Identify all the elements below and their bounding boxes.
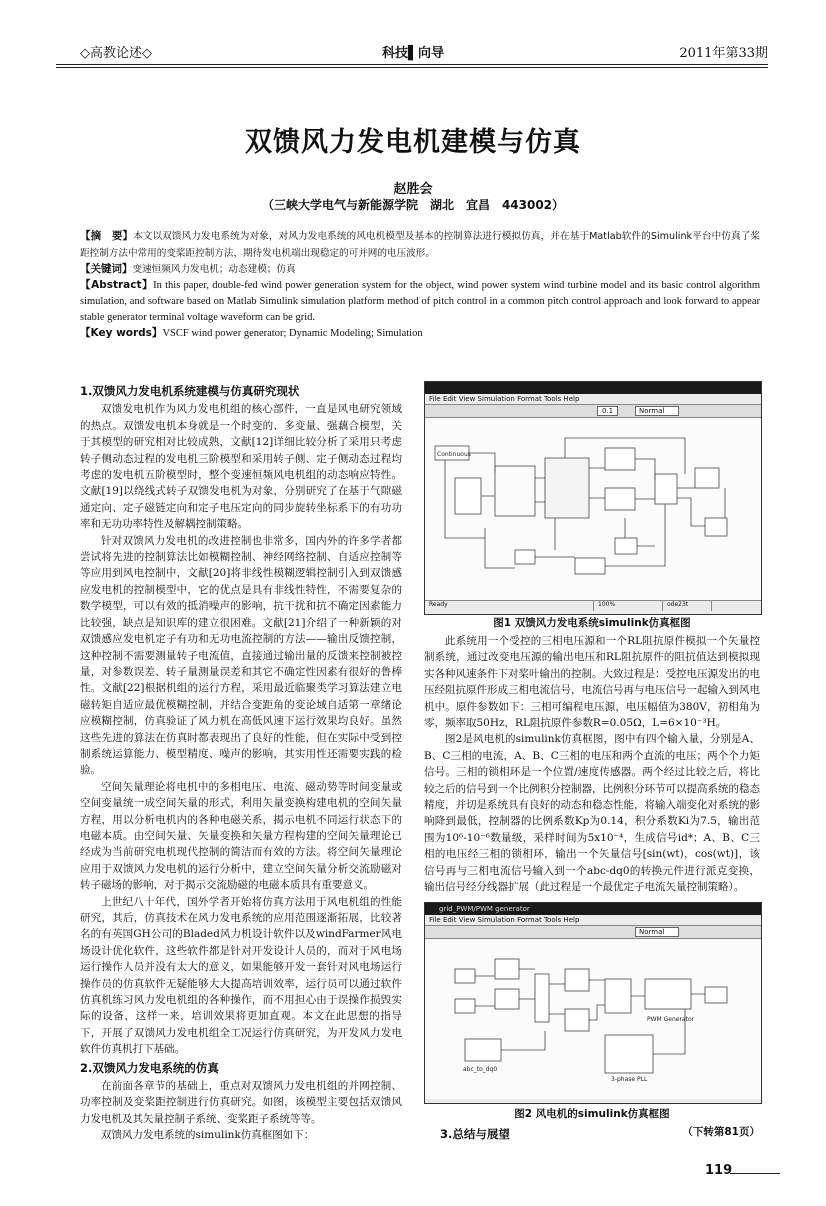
figure-2-block-diagram [425,939,759,1099]
figure-1-block-diagram [425,418,759,600]
left-paragraph-3: 空间矢量理论将电机中的多相电压、电流、磁动势等时间变量或空间变量统一成空间矢量的形式，利用矢量变换构建电机的空间矢量方程，用以分析电机内的各种电磁关系，揭示电机不同运行状态下的电磁本质。由空间矢量、矢量变换和矢量方程构建的空间矢量理论已经成为当前研究电机现代控制的简洁而有效的方法。将空间矢量理论应用于双馈风力发电机的运行分析中，建立空间矢量分析交流励磁对转子磁场的影响，对于揭示交流励磁的电磁本质具有重要意义。 [80,780,402,892]
running-header-center: 科技▌向导 [382,46,444,61]
figure-1-sim-mode: Normal [635,406,679,416]
author: 赵胜会 [393,182,433,197]
figure-2-titlebar: grid_PWM/PWM generator [425,903,761,915]
left-paragraph-1: 双馈发电机作为风力发电机组的核心部件，一直是风电研究领域的热点。双馈发电机本身就是一个时变的、多变量、强藕合模型，关于其模型的研究相对比较成熟，文献[12]详细比较分析了采用只考虑转子侧动态过程的发电机三阶模型和采用转子侧、定子侧动态过程均考虑的发电机五阶模型时，整个变速恒频风电机组的动态响应特性。文献[19]以绕线式转子双馈发电机为对象，分别研究了在基于气隙磁通定向、定子磁链定向和定子电压定向的同步旋转坐标系下的有功功率和无功功率特性及解耦控制策略。 [80,403,402,531]
figure-1-menubar: File Edit View Simulation Format Tools Help [425,394,761,405]
footer-rule [730,1173,780,1174]
running-header-left: ◇高教论述◇ [80,46,152,61]
figure-1-status-solver: ode23t [663,601,712,611]
figure-1-canvas [425,418,761,600]
section-3-heading: 3.总结与展望 [440,1127,510,1141]
figure-1-block-continuous: Continuous [437,451,471,458]
section-2-heading: 2.双馈风力发电系统的仿真 [80,1060,219,1075]
abstract-cn [80,228,760,262]
header-rule-thin [56,67,768,68]
left-paragraph-4: 上世纪八十年代，国外学者开始将仿真方法用于风电机组的性能研究，其后，仿真技术在风力发电系统的应用范围逐渐拓展，比较著名的有英国GH公司的Bladed风力机设计软件以及windFarmer风电场设计优化软件，这些软件都是针对开发设计人员的，而对于风电场运行操作人员并没有太大的意义，如果能够开发一套针对风电场运行操作员的仿真软件无疑能够大大提高培训效率，运行员可以通过软件仿真机练习风力发电机组的各种操作，而不用担心由于误操作损毁实际的设备，这样一来，培训效果将更加直观。本文在此思想的指导下，开展了双馈风力发电机组全工况运行仿真研究，为开发风力发电软件仿真机打下基础。 [80,895,402,1056]
continued-note: （下转第81页） [682,1126,760,1138]
left-paragraph-6: 双馈风力发电系统的simulink仿真框图如下： [101,1129,315,1142]
figure-2-canvas [425,939,761,1099]
keywords-en-label: 【Key words】 [80,327,163,339]
left-paragraph-5: 在前面各章节的基础上，重点对双馈风力发电机组的并网控制、功率控制及变桨距控制进行仿真研究。如图，该模型主要包括双馈风力发电机及其矢量控制子系统、变桨距子系统等等。 [80,1080,402,1125]
left-column [80,381,402,1144]
paper-title: 双馈风力发电机建模与仿真 [245,127,581,158]
keywords-cn [80,261,760,278]
figure-2-menubar: File Edit View Simulation Format Tools Help [425,915,761,926]
keywords-cn-text: 变速恒频风力发电机；动态建模；仿真 [132,264,296,275]
keywords-en-text: VSCF wind power generator; Dynamic Modeling; Simulation [162,328,423,339]
figure-2-block-abc: abc_to_dq0 [463,1066,498,1073]
figure-2-caption: 图2 风电机的simulink仿真框图 [514,1108,670,1120]
running-header-right: 2011年第33期 [679,46,768,61]
figure-2-block-pwm: PWM Generator [647,1016,695,1023]
figure-2-block-pll: 3-phase PLL [611,1076,648,1083]
figure-1-statusbar [425,600,761,611]
figure-1-status-ready: Ready [425,601,594,611]
right-paragraph-2: 图2是风电机的simulink仿真框图，图中有四个输入量，分别是A、B、C三相的电流，A、B、C三相的电压和两个直流的电压；两个个力矩信号。三相的锁相环是一个位置/速度传感器。两个经过比较之后，将比较之后的信号到一个比例积分控制器，比例积分环节可以提高系统的稳态精度，并切是系统具有良好的动态和稳态性能，将输入端变化对系统的影响降到最低，控制器的比例系数Kp为0.14，积分系数Ki为7.5，输出范围为10⁶-10⁻⁶数量级，采样时间为5x10⁻⁴，生成信号id*；A、B、C三相的电压经三相的锁相环，输出一个矢量信号[sin(wt)，cos(wt)]，该信号再与三相电流信号输入到一个abc-dq0的转换元件进行派克变换，输出信号经分线器扩展（此过程是一个最优定子电流矢量控制策略）。 [424,733,760,894]
abstract-cn-label: 【摘 要】 [80,230,134,242]
figure-1-stop-time: 0.1 [597,406,618,416]
keywords-en [80,325,760,342]
abstract-en-text: In this paper, double-fed wind power generation system for the object, wind power system wind turbine model and its basic control algorithm simulation, and software based on Matlab Simulink simulation platform method of pitch control in a common pitch control approach and look forward to appear stable generator terminal voltage waveform can be grid. [80,280,761,323]
right-column [424,633,760,896]
header-rule [56,64,768,65]
figure-2-toolbar [425,926,761,939]
figure-1-caption: 图1 双馈风力发电系统simulink仿真框图 [493,617,691,629]
affiliation: （三峡大学电气与新能源学院 湖北 宜昌 443002） [261,198,565,212]
figure-1-titlebar [425,382,761,394]
figure-1-window [424,381,762,615]
figure-2-sim-mode: Normal [635,927,679,937]
abstract-en [80,277,760,326]
page-number: 119 [705,1163,733,1178]
left-paragraph-2: 针对双馈风力发电机的改进控制也非常多，国内外的许多学者都尝试将先进的控制算法比如模糊控制、神经网络控制、自适应控制等等应用到风电控制中，文献[20]将非线性模糊逻辑控制引入到双馈感应发电机的控制模型中，它的优点是具有非线性特性，不需要复杂的数学模型，可以有效的抵消噪声的影响，抗干扰和抗不确定因素能力比较强，缺点是知识库的建立很困难。文献[21]介绍了一种新颖的对双馈感应发电机定子有功和无功电流控制的方法——输出反馈控制，这种控制不需要测量转子电流值，直接通过输出量的反馈来控制被控量，对参数误差、转子量测量误差和其它不确定性因素有很好的鲁棒性。文献[22]根据机组的运行方程，采用最近临聚类学习算法建立电磁转矩自适应最优模糊控制，并结合变距角的变论域自适第一章绪论应模糊控制，仿真验证了风力机在高低风速下运行效果均良好。虽然这些先进的算法在仿真时都表现出了良好的性能，但在实际中受到控制系统运算能力、模型精度、噪声的影响，其实用性还需要实践的检验。 [80,534,402,777]
keywords-cn-label: 【关键词】 [80,263,133,275]
abstract-en-label: 【Abstract】 [80,279,154,291]
right-paragraph-1: 此系统用一个受控的三相电压源和一个RL阻抗原件模拟一个矢量控制系统，通过改变电压源的输出电压和RL阻抗原件的阻抗值达到模拟现实各种风速条件下对桨叶输出的控制。大致过程是：受控电压源发出的电压经阻抗原件形成三相电流信号，电流信号再与电压信号一起输入到风电机中。原件参数如下：三相可编程电压源，电压幅值为380V，初相角为零，频率取50Hz，RL阻抗原件参数R=0.05Ω，L=6×10⁻³H。 [424,635,760,730]
figure-2-window [424,902,762,1104]
section-1-heading: 1.双馈风力发电机系统建模与仿真研究现状 [80,384,300,398]
abstract-cn-text: 本文以双馈风力发电系统为对象，对风力发电系统的风电机模型及基本的控制算法进行模拟仿真，并在基于Matlab软件的Simulink平台中仿真了桨距控制方法中常用的变桨距控制方法，期待发电机端出现稳定的可并网的电压波形。 [80,231,761,259]
figure-1-status-zoom: 100% [594,601,663,611]
figure-1-toolbar [425,405,761,418]
